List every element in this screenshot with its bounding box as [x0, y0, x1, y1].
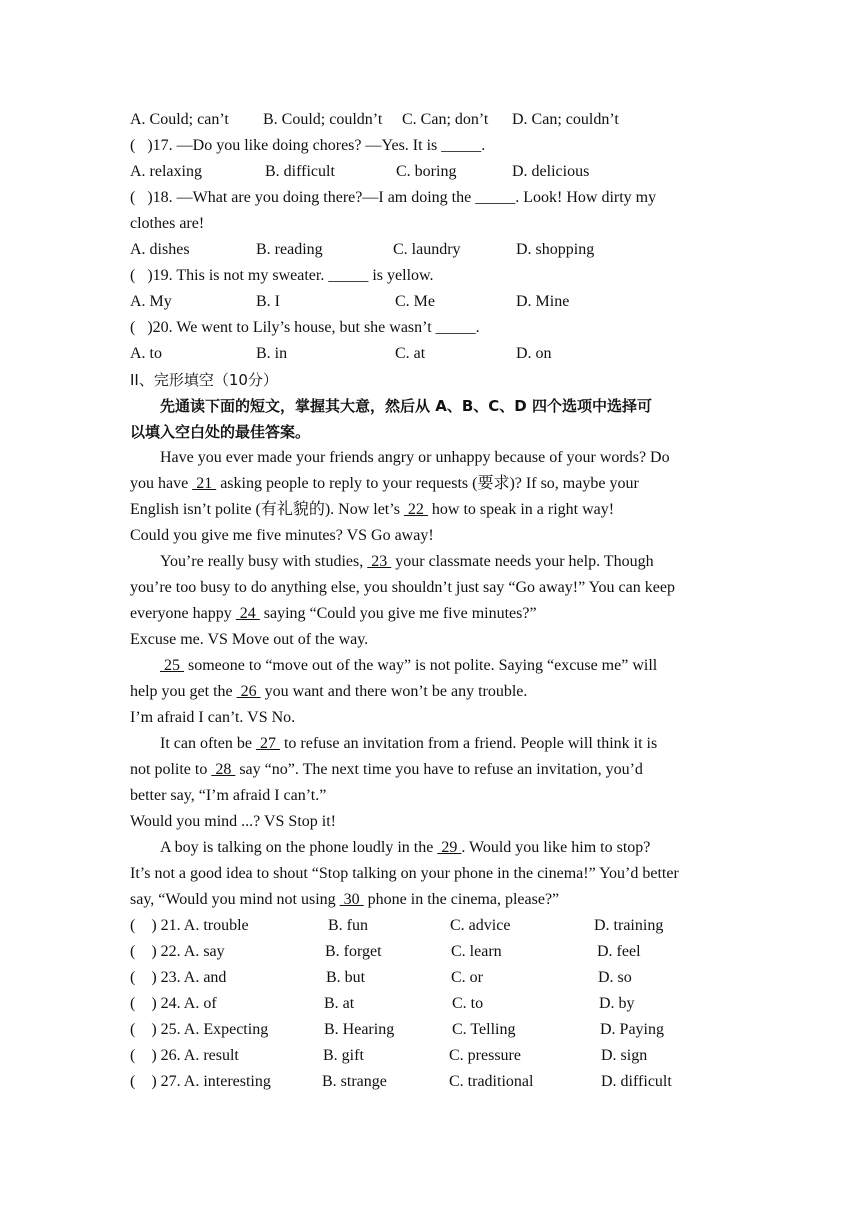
q20-option-b: B. in — [256, 345, 288, 362]
cloze-23-b: B. but — [326, 969, 366, 986]
q20-stem: ( )20. We went to Lily’s house, but she wasn’t _____. — [130, 319, 480, 336]
cloze-25-d: D. Paying — [600, 1021, 664, 1038]
cloze-24-d: D. by — [599, 995, 635, 1012]
cloze-25-b: B. Hearing — [324, 1021, 395, 1038]
passage-line: You’re really busy with studies, 23 your classmate needs your help. Though — [160, 553, 654, 570]
q17-option-c: C. boring — [396, 163, 457, 180]
blank-24: 24 — [235, 605, 260, 622]
passage-subheading: Could you give me five minutes? VS Go away! — [130, 527, 434, 544]
passage-line: you’re too busy to do anything else, you shouldn’t just say “Go away!” You can keep — [130, 579, 675, 596]
passage-line: help you get the 26 you want and there won’t be any trouble. — [130, 683, 528, 700]
cloze-24-c: C. to — [452, 995, 484, 1012]
cloze-26-b: B. gift — [323, 1047, 364, 1064]
q18-stem-cont: clothes are! — [130, 215, 205, 232]
cloze-23-d: D. so — [598, 969, 632, 986]
blank-29: 29 — [437, 839, 462, 856]
q16-option-c: C. Can; don’t — [402, 111, 489, 128]
q17-option-b: B. difficult — [265, 163, 335, 180]
passage-line: English isn’t polite (有礼貌的). Now let’s 22 how to speak in a right way! — [130, 501, 615, 518]
q20-option-d: D. on — [516, 345, 552, 362]
cloze-23-c: C. or — [451, 969, 483, 986]
section-instruction-line1: 先通读下面的短文，掌握其大意，然后从 A、B、C、D 四个选项中选择可 — [160, 397, 652, 415]
blank-28: 28 — [211, 761, 236, 778]
passage-line: not polite to 28 say “no”. The next time you have to refuse an invitation, you’d — [130, 761, 643, 778]
blank-25: 25 — [160, 657, 184, 674]
cloze-24-a: ( ) 24. A. of — [130, 995, 217, 1012]
passage-line: 25 someone to “move out of the way” is not polite. Saying “excuse me” will — [160, 657, 658, 674]
q17-option-a: A. relaxing — [130, 163, 202, 180]
q16-option-a: A. Could; can’t — [130, 111, 229, 128]
cloze-26-d: D. sign — [601, 1047, 648, 1064]
passage-line: It can often be 27 to refuse an invitation from a friend. People will think it is — [160, 735, 658, 752]
q19-option-c: C. Me — [395, 293, 435, 310]
q17-option-d: D. delicious — [512, 163, 590, 180]
blank-23: 23 — [367, 553, 392, 570]
passage-line: A boy is talking on the phone loudly in the 29 . Would you like him to stop? — [160, 839, 651, 856]
q16-option-d: D. Can; couldn’t — [512, 111, 619, 128]
q19-option-d: D. Mine — [516, 293, 570, 310]
q18-stem: ( )18. —What are you doing there?—I am doing the _____. Look! How dirty my — [130, 189, 657, 206]
cloze-21-b: B. fun — [328, 917, 368, 934]
cloze-21-a: ( ) 21. A. trouble — [130, 917, 249, 934]
cloze-25-c: C. Telling — [452, 1021, 516, 1038]
q18-option-a: A. dishes — [130, 241, 190, 258]
passage-line: everyone happy 24 saying “Could you give me five minutes?” — [130, 605, 537, 622]
cloze-27-a: ( ) 27. A. interesting — [130, 1073, 271, 1090]
cloze-22-b: B. forget — [325, 943, 382, 960]
cloze-26-a: ( ) 26. A. result — [130, 1047, 239, 1064]
cloze-22-c: C. learn — [451, 943, 502, 960]
q18-option-c: C. laundry — [393, 241, 461, 258]
cloze-25-a: ( ) 25. A. Expecting — [130, 1021, 269, 1038]
blank-30: 30 — [339, 891, 364, 908]
passage-line: Have you ever made your friends angry or unhappy because of your words? Do — [160, 449, 670, 466]
passage-line: It’s not a good idea to shout “Stop talking on your phone in the cinema!” You’d better — [130, 865, 679, 882]
cloze-22-a: ( ) 22. A. say — [130, 943, 225, 960]
blank-21: 21 — [192, 475, 217, 492]
passage-subheading: Would you mind ...? VS Stop it! — [130, 813, 336, 830]
q19-option-b: B. I — [256, 293, 280, 310]
cloze-24-b: B. at — [324, 995, 355, 1012]
cloze-26-c: C. pressure — [449, 1047, 521, 1064]
cloze-21-c: C. advice — [450, 917, 511, 934]
section-heading: II、完形填空（10分） — [130, 371, 278, 389]
passage-subheading: I’m afraid I can’t. VS No. — [130, 709, 296, 726]
q16-option-b: B. Could; couldn’t — [263, 111, 383, 128]
blank-22: 22 — [403, 501, 428, 518]
q20-option-c: C. at — [395, 345, 426, 362]
cloze-22-d: D. feel — [597, 943, 641, 960]
blank-26: 26 — [236, 683, 261, 700]
section-instruction-line2: 以填入空白处的最佳答案。 — [130, 423, 311, 441]
passage-subheading: Excuse me. VS Move out of the way. — [130, 631, 369, 648]
q18-option-b: B. reading — [256, 241, 323, 258]
passage-line: say, “Would you mind not using 30 phone in the cinema, please?” — [130, 891, 560, 908]
cloze-23-a: ( ) 23. A. and — [130, 969, 227, 986]
q20-option-a: A. to — [130, 345, 162, 362]
cloze-27-d: D. difficult — [601, 1073, 672, 1090]
cloze-21-d: D. training — [594, 917, 664, 934]
passage-line: better say, “I’m afraid I can’t.” — [130, 787, 327, 804]
q19-stem: ( )19. This is not my sweater. _____ is yellow. — [130, 267, 434, 284]
blank-27: 27 — [255, 735, 280, 752]
q19-option-a: A. My — [130, 293, 172, 310]
q17-stem: ( )17. —Do you like doing chores? —Yes. It is _____. — [130, 137, 486, 154]
passage-line: you have 21 asking people to reply to your requests (要求)? If so, maybe your — [130, 475, 639, 492]
q18-option-d: D. shopping — [516, 241, 595, 258]
cloze-27-c: C. traditional — [449, 1073, 534, 1090]
cloze-27-b: B. strange — [322, 1073, 387, 1090]
